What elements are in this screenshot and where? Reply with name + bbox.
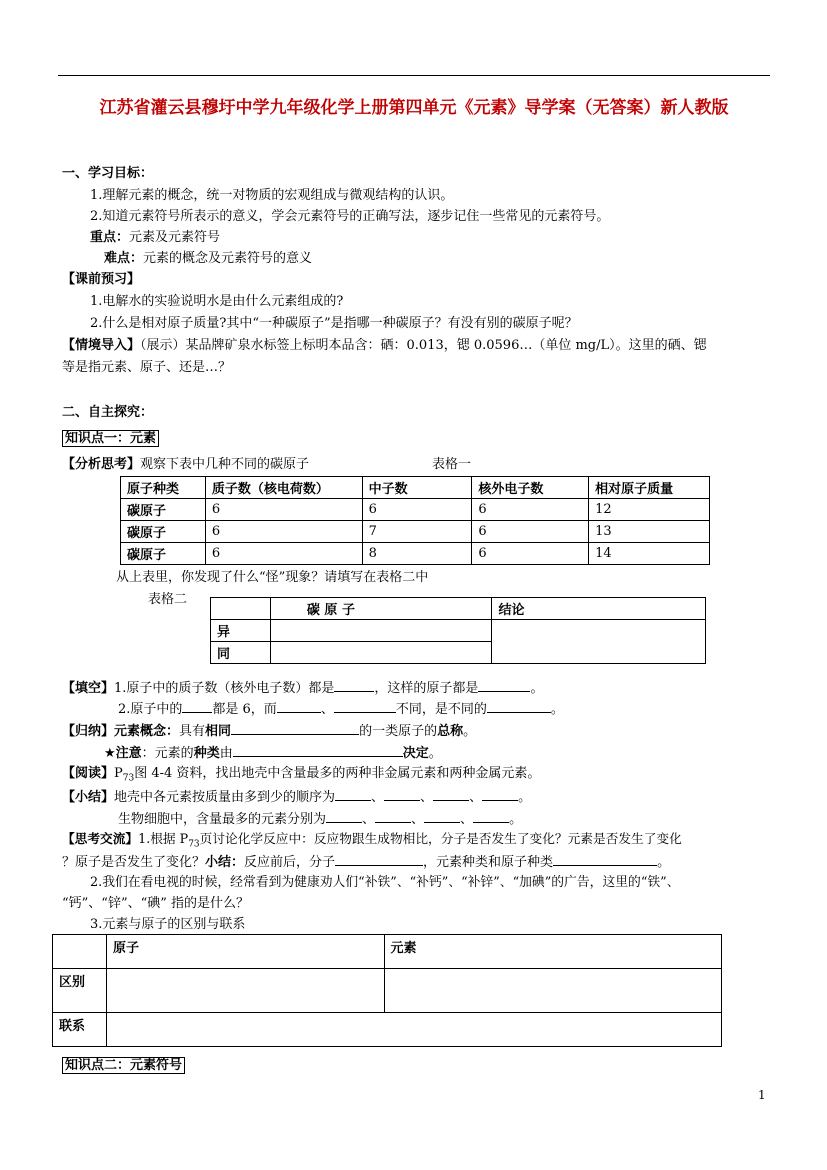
think-text: ？原子是否发生了变化？: [62, 855, 206, 870]
read-label: 【阅读】: [62, 766, 115, 781]
read-line: [62, 765, 540, 788]
table-cell: 12: [589, 499, 710, 521]
blank[interactable]: [334, 678, 374, 692]
think-line-1: [62, 830, 682, 854]
think-text: 页讨论化学反应中：反应物跟生成物相比，分子是否发生了变化？元素是否发生了变化: [199, 831, 682, 846]
find-text: 从上表里，你发现了什么“怪”现象？请填写在表格二中: [116, 570, 429, 585]
intro-line-2: 等是指元素、原子、还是…？: [62, 360, 232, 375]
intro-line-1: [62, 337, 707, 355]
difficult-text: 元素的概念及元素符号的意义: [143, 251, 313, 266]
preview-question-1: 1.电解水的实验说明水是由什么元素组成的?: [90, 294, 344, 309]
think-label: 【思考交流】: [62, 831, 139, 846]
think-text: 1.根据 P: [138, 831, 189, 846]
think-line-2: [62, 852, 670, 872]
kp1-box: 知识点一：元素: [62, 430, 159, 447]
concept-line: [62, 721, 476, 741]
difficult-point: [104, 250, 312, 268]
intro-text-1: （展示）某品牌矿泉水标签上标明本品含：硒：0.013，锶 0.0596…（单位 mg/L）。这里的硒、锶: [140, 338, 707, 353]
key-text: 元素及元素符号: [129, 230, 221, 245]
fill-text: 都是 6，而: [212, 702, 277, 717]
fill-label: 【填空】: [62, 681, 115, 696]
think-label-small: 小结：: [205, 855, 245, 870]
table3-header: 元素: [384, 935, 722, 969]
sep: 、: [371, 790, 385, 805]
table-cell: 6: [362, 499, 472, 521]
sep: 、: [460, 812, 474, 827]
intro-label: 【情境导入】: [62, 338, 141, 353]
table-cell: 同: [211, 642, 271, 664]
summary-label: 【归纳】: [62, 724, 115, 739]
table-cell: 6: [205, 499, 362, 521]
table-row: [121, 521, 710, 543]
table1-header: 中子数: [362, 477, 472, 499]
goal-1: 1.理解元素的概念，统一对物质的宏观组成与微观结构的认识。: [90, 188, 454, 203]
analyze-text: 观察下表中几种不同的碳原子: [140, 457, 310, 472]
small-label: 【小结】: [62, 790, 115, 805]
section-heading-goals: 一、学习目标：: [62, 166, 154, 181]
header-rule: [58, 75, 770, 76]
table-cell: [211, 598, 271, 620]
table-cell: 6: [205, 543, 362, 565]
key-point: [90, 229, 220, 247]
concept-text: 具有: [179, 724, 206, 739]
answer-cell[interactable]: [270, 620, 492, 642]
fill-text: 、: [320, 702, 334, 717]
blank[interactable]: [326, 809, 362, 823]
table-cell: 6: [472, 521, 589, 543]
blank[interactable]: [424, 809, 460, 823]
table1-caption: 表格一: [432, 457, 472, 472]
summary-line-1: [62, 787, 531, 807]
table2-header-row: [211, 598, 706, 620]
note-text: 由: [219, 746, 233, 761]
kp2-box: 知识点二：元素符号: [62, 1057, 185, 1074]
table-cell: 碳原子: [121, 521, 206, 543]
blank[interactable]: [335, 787, 371, 801]
blank[interactable]: [433, 787, 469, 801]
table-cell: 6: [472, 499, 589, 521]
note-line: [104, 743, 442, 763]
sep: 、: [420, 790, 434, 805]
table-cell: 14: [589, 543, 710, 565]
analyze-line: [62, 456, 309, 474]
note-emph: 决定: [402, 746, 429, 761]
sep: 、: [362, 812, 376, 827]
answer-cell[interactable]: [492, 620, 706, 664]
table-row: [53, 1013, 722, 1047]
table-cell: 8: [362, 543, 472, 565]
table-cell: 6: [205, 521, 362, 543]
note-text: ：元素的: [141, 746, 194, 761]
think-line-3: 2.我们在看电视的时候，经常看到为健康劝人们“补铁”、“补钙”、“补锌”、“加碘”的广告，这里的“铁”、: [90, 875, 680, 890]
table1-header: 核外电子数: [472, 477, 589, 499]
carbon-atom-table: [120, 476, 710, 565]
key-label: 重点：: [90, 230, 130, 245]
table-row: [121, 499, 710, 521]
blank[interactable]: [478, 678, 530, 692]
read-text: P: [114, 766, 123, 781]
read-sub: 73: [122, 773, 135, 784]
table1-header: 相对原子质量: [589, 477, 710, 499]
table2-header: 结论: [492, 598, 706, 620]
note-emph: 种类: [193, 746, 220, 761]
answer-cell[interactable]: [106, 1013, 721, 1047]
table-cell: 7: [362, 521, 472, 543]
difficult-label: 难点：: [104, 251, 144, 266]
fill-text: 。: [530, 681, 544, 696]
sep: 。: [518, 790, 532, 805]
table-cell: 异: [211, 620, 271, 642]
preview-question-2: 2.什么是相对原子质量?其中“一种碳原子”是指哪一种碳原子？有没有别的碳原子呢？: [90, 316, 578, 331]
sep: 、: [469, 790, 483, 805]
document-title: 江苏省灌云县穆圩中学九年级化学上册第四单元《元素》导学案（无答案）新人教版: [99, 98, 729, 118]
think-line-4: “钙”、“锌”、“碘” 指的是什么？: [62, 896, 250, 911]
table2-header: 碳 原 子: [270, 598, 492, 620]
preview-heading: 【课前预习】: [62, 272, 141, 287]
blank[interactable]: [335, 852, 423, 866]
table-cell: 6: [472, 543, 589, 565]
fill-text: 1.原子中的质子数（核外电子数）都是: [114, 681, 335, 696]
fill-text: 。: [550, 702, 564, 717]
table3-header-row: [53, 935, 722, 969]
blank[interactable]: [277, 699, 321, 713]
blank[interactable]: [473, 809, 509, 823]
comparison-table: [210, 597, 706, 664]
small-text: 地壳中各元素按质量由多到少的顺序为: [114, 790, 336, 805]
knowledge-point-1: [62, 430, 159, 448]
analyze-label: 【分析思考】: [62, 457, 141, 472]
answer-cell[interactable]: [270, 642, 492, 664]
concept-label: 元素概念：: [114, 724, 180, 739]
read-text: 图 4-4 资料，找出地壳中含量最多的两种非金属元素和两种金属元素。: [134, 766, 541, 781]
sep: 。: [509, 812, 523, 827]
concept-emph: 相同: [205, 724, 232, 739]
summary-line-2: [118, 809, 522, 829]
small-text: 生物细胞中，含量最多的元素分别为: [118, 812, 327, 827]
blank[interactable]: [233, 743, 403, 757]
blank[interactable]: [553, 852, 657, 866]
knowledge-point-2: [62, 1057, 185, 1075]
page-number: 1: [758, 1088, 766, 1102]
blank[interactable]: [231, 721, 359, 735]
table-cell: 区别: [53, 969, 107, 1013]
fill-text: 2.原子中的: [118, 702, 183, 717]
concept-emph: 总称: [437, 724, 464, 739]
think-line-5: 3.元素与原子的区别与联系: [90, 917, 246, 932]
goal-2: 2.知道元素符号所表示的意义，学会元素符号的正确写法，逐步记住一些常见的元素符号。: [90, 209, 610, 224]
table-cell: 碳原子: [121, 543, 206, 565]
blank[interactable]: [384, 787, 420, 801]
fill-text: 不同，是不同的: [395, 702, 487, 717]
table-row: [211, 620, 706, 642]
concept-text: 。: [463, 724, 477, 739]
think-text: 反应前后，分子: [244, 855, 336, 870]
blank[interactable]: [182, 699, 212, 713]
note-label: 注意: [115, 746, 142, 761]
sep: 。: [657, 855, 671, 870]
note-text: 。: [428, 746, 442, 761]
blank[interactable]: [482, 787, 518, 801]
table-row: [53, 969, 722, 1013]
section-heading-explore: 二、自主探究：: [62, 405, 154, 420]
fill-line-1: [62, 678, 543, 698]
fill-line-2: [118, 699, 564, 719]
table3-header: 原子: [106, 935, 384, 969]
table1-header: 原子种类: [121, 477, 206, 499]
table-cell: 13: [589, 521, 710, 543]
think-text: ，元素种类和原子种类: [423, 855, 554, 870]
table2-caption: 表格二: [148, 592, 188, 607]
blank[interactable]: [375, 809, 411, 823]
table-cell: 联系: [53, 1013, 107, 1047]
blank[interactable]: [487, 699, 551, 713]
atom-element-table: [52, 934, 722, 1047]
answer-cell[interactable]: [106, 969, 384, 1013]
table-cell: [53, 935, 107, 969]
table-cell: 碳原子: [121, 499, 206, 521]
blank[interactable]: [334, 699, 396, 713]
sep: 、: [411, 812, 425, 827]
table1-header-row: [121, 477, 710, 499]
table1-header: 质子数（核电荷数）: [205, 477, 362, 499]
think-sub: 73: [188, 839, 200, 850]
answer-cell[interactable]: [384, 969, 722, 1013]
table-row: [121, 543, 710, 565]
fill-text: ，这样的原子都是: [374, 681, 479, 696]
star-icon: ★: [104, 746, 116, 761]
concept-text: 的一类原子的: [359, 724, 438, 739]
